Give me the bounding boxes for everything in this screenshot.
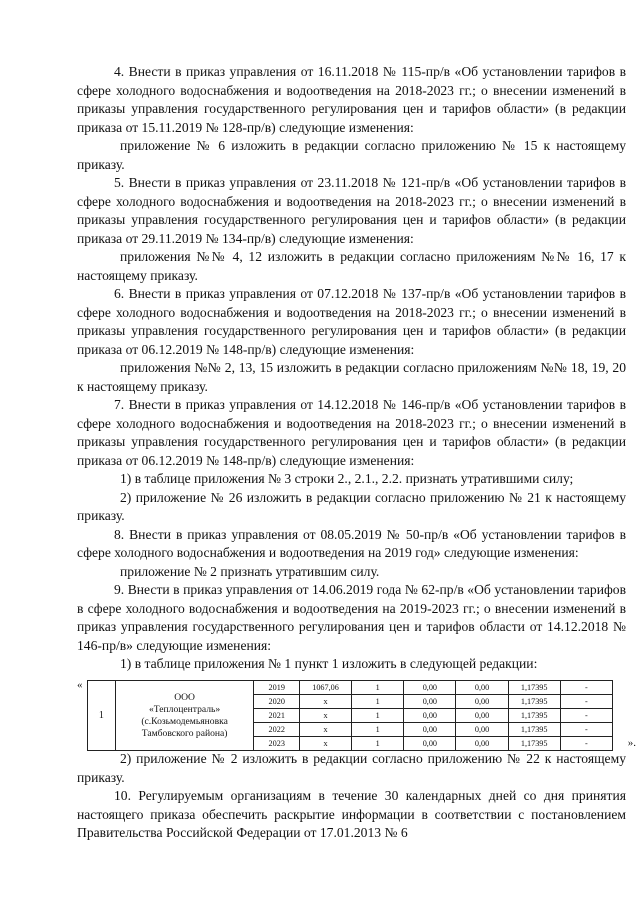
table-cell: х [299,695,351,709]
table-cell: 0,00 [404,709,456,723]
paragraph-10: 10. Регулируемым организациям в течение 30 календарных дней со дня принятия настоящего приказа обеспечить раскрытие информации в соответствии с постановлением Правительства Российской Федерации от 17.01.2013 № 6 [77,788,626,840]
close-quote: ». [627,737,636,749]
open-quote: « [77,679,83,691]
table-cell: 0,00 [456,681,508,695]
table-cell: 1 [352,681,404,695]
org-line-3: (с.Козьмодемьяновка [141,715,228,727]
paragraph-9: 9. Внести в приказ управления от 14.06.2019 года № 62-пр/в «Об установлении тарифов в сфере холодного водоснабжения и водоотведения на 2019-2023 гг.; о внесении изменений в приказ управления государственного регулирования цен и тарифов области от 14.12.2018 № 146-пр/в» следующие изменения: [77,582,626,653]
org-line-1: ООО [174,691,195,703]
paragraph-7: 7. Внести в приказ управления от 14.12.2018 № 146-пр/в «Об установлении тарифов в сфере холодного водоснабжения и водоотведения на 2018-2023 гг.; о внесении изменений в приказы управления государственного регулирования цен и тарифов области» (в редакции приказа от 06.12.2019 № 148-пр/в) следующие изменения: [77,397,626,468]
table-cell: 2023 [254,737,300,751]
table-cell: 2019 [254,681,300,695]
row-number: 1 [88,681,116,751]
organization-cell [115,681,254,751]
table-cell: - [560,709,612,723]
table-row [88,681,613,695]
table-cell: х [299,737,351,751]
table-cell: - [560,723,612,737]
table-cell: 1,17395 [508,695,560,709]
paragraph-6: 6. Внести в приказ управления от 07.12.2018 № 137-пр/в «Об установлении тарифов в сфере холодного водоснабжения и водоотведения на 2018-2023 гг.; о внесении изменений в приказы управления государственного регулирования цен и тарифов области» (в редакции приказа от 06.12.2019 № 148-пр/в) следующие изменения: [77,286,626,357]
paragraph-6-item: приложения №№ 2, 13, 15 изложить в редакции согласно приложениям №№ 18, 19, 20 к настоящему приказу. [77,360,626,394]
org-line-2: «Теплоцентраль» [148,703,221,715]
table-cell: 1 [352,695,404,709]
table-cell: 1,17395 [508,709,560,723]
paragraph-9-item-1: 1) в таблице приложения № 1 пункт 1 изложить в следующей редакции: [120,656,538,671]
table-cell: х [299,723,351,737]
table-cell: 1,17395 [508,681,560,695]
table-cell: 0,00 [404,681,456,695]
paragraph-4: 4. Внести в приказ управления от 16.11.2018 № 115-пр/в «Об установлении тарифов в сфере холодного водоснабжения и водоотведения на 2018-2023 гг.; о внесении изменений в приказы управления государственного регулирования цен и тарифов области» (в редакции приказа от 15.11.2019 № 128-пр/в) следующие изменения: [77,64,626,135]
paragraph-5-item: приложения №№ 4, 12 изложить в редакции согласно приложениям №№ 16, 17 к настоящему приказу. [77,249,626,283]
table-cell: 1 [352,709,404,723]
paragraph-5: 5. Внести в приказ управления от 23.11.2018 № 121-пр/в «Об установлении тарифов в сфере холодного водоснабжения и водоотведения на 2018-2023 гг.; о внесении изменений в приказы управления государственного регулирования цен и тарифов области» (в редакции приказа от 29.11.2019 № 134-пр/в) следующие изменения: [77,175,626,246]
table-cell: 0,00 [456,723,508,737]
paragraph-9-item-2: 2) приложение № 2 изложить в редакции согласно приложению № 22 к настоящему приказу. [77,751,626,785]
table-cell: 0,00 [456,695,508,709]
paragraph-8-item: приложение № 2 признать утратившим силу. [120,563,380,579]
table-cell: 0,00 [456,737,508,751]
body-text [77,63,626,674]
paragraph-8: 8. Внести в приказ управления от 08.05.2019 № 50-пр/в «Об установлении тарифов в сфере холодного водоснабжения и водоотведения на 2019 год» следующие изменения: [77,526,626,560]
table-cell: 1067,06 [299,681,351,695]
org-line-4: Тамбовского района) [141,727,228,739]
body-text-continued [77,750,626,843]
table-cell: 0,00 [404,723,456,737]
table-cell: 1 [352,723,404,737]
table-cell: - [560,681,612,695]
table-cell: 2020 [254,695,300,709]
paragraph-4-item: приложение № 6 изложить в редакции согласно приложению № 15 к настоящему приказу. [77,138,626,172]
paragraph-7-item-1: 1) в таблице приложения № 3 строки 2., 2.1., 2.2. признать утратившими силу; [120,471,574,486]
tariff-table-block [77,677,636,751]
table-cell: 1 [352,737,404,751]
tariff-table [87,680,613,751]
table-cell: х [299,709,351,723]
table-cell: 1,17395 [508,737,560,751]
table-cell: 0,00 [404,695,456,709]
paragraph-7-item-2: 2) приложение № 26 изложить в редакции согласно приложению № 21 к настоящему приказу. [77,489,626,523]
table-cell: - [560,737,612,751]
table-cell: - [560,695,612,709]
table-cell: 0,00 [456,709,508,723]
table-cell: 1,17395 [508,723,560,737]
table-cell: 2021 [254,709,300,723]
table-cell: 0,00 [404,737,456,751]
table-cell: 2022 [254,723,300,737]
